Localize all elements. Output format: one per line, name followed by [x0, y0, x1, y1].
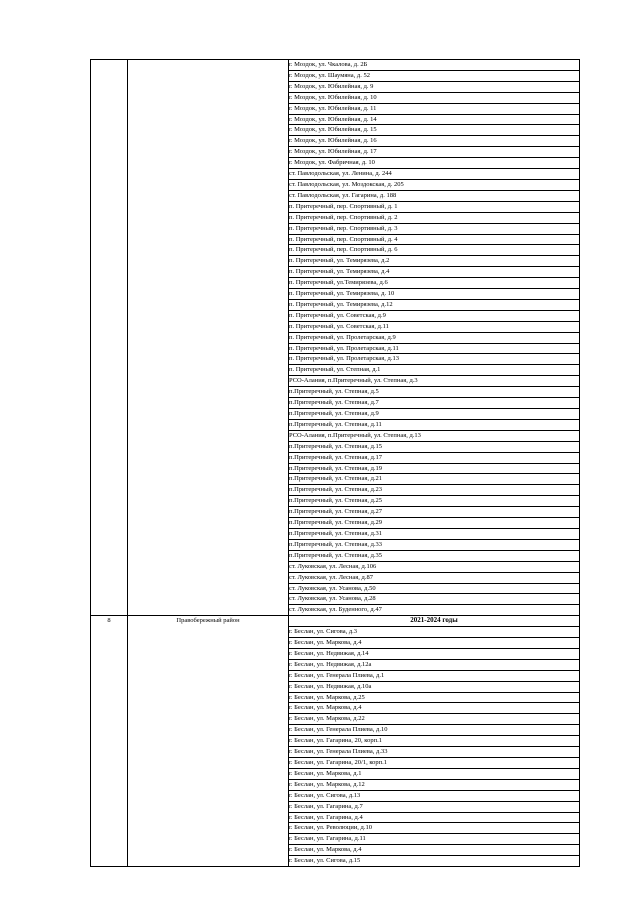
address-cell: г. Беслан, ул. Сигова, д.13: [289, 790, 580, 801]
address-cell: п. Притеречный, ул. Темирязева, д.2: [289, 256, 580, 267]
address-cell: ст. Павлодольская, ул. Гагарина, д. 188: [289, 190, 580, 201]
address-cell: г. Беслан, ул. Сигова, д.3: [289, 627, 580, 638]
address-cell: г. Моздок, ул. Юбилейная, д. 10: [289, 92, 580, 103]
address-cell: г. Беслан, ул. Маркова, д.4: [289, 845, 580, 856]
address-cell: г. Беслан, ул. Недвижая, д.12а: [289, 659, 580, 670]
address-cell: г. Беслан, ул. Маркова, д.12: [289, 779, 580, 790]
address-cell: п. Притеречный, ул. Советская, д.9: [289, 310, 580, 321]
address-cell: г. Беслан, ул. Гагарина, д.4: [289, 812, 580, 823]
table-row: [91, 60, 580, 71]
address-cell: РСО-Алания, п.Притеречный, ул. Степная, д.3: [289, 376, 580, 387]
address-cell: г. Беслан, ул. Генерала Плиева, д.10: [289, 725, 580, 736]
address-cell: п.Притеречный, ул. Степная, д.9: [289, 409, 580, 420]
address-cell: ст. Луковская, ул. Усанова, д.28: [289, 594, 580, 605]
address-cell: п. Притеречный, пер. Спортивный, д. 4: [289, 234, 580, 245]
address-cell: ст. Павлодольская, ул. Ленина, д. 244: [289, 169, 580, 180]
address-cell: п.Притеречный, ул. Степная, д.17: [289, 452, 580, 463]
address-cell: п. Притеречный, пер. Спортивный, д. 6: [289, 245, 580, 256]
district-name: [128, 60, 289, 616]
address-cell: п. Притеречный, ул. Темирязева, д.4: [289, 267, 580, 278]
row-number: [91, 60, 128, 616]
address-cell: п. Притеречный, ул. Пролетарская, д.9: [289, 332, 580, 343]
address-cell: п. Притеречный, ул. Пролетарская, д.11: [289, 343, 580, 354]
address-cell: ст. Луковская, ул. Буденного, д.47: [289, 605, 580, 616]
address-cell: п.Притеречный, ул. Степная, д.19: [289, 463, 580, 474]
address-cell: г. Моздок, ул. Юбилейная, д. 9: [289, 81, 580, 92]
address-cell: г. Беслан, ул. Гагарина, д.11: [289, 834, 580, 845]
address-cell: п.Притеречный, ул. Степная, д.31: [289, 528, 580, 539]
address-cell: г. Беслан, ул. Революции, д.10: [289, 823, 580, 834]
address-cell: г. Беслан, ул. Сигова, д.15: [289, 856, 580, 867]
address-cell: г. Моздок, ул. Юбилейная, д. 11: [289, 103, 580, 114]
address-cell: ст. Луковская, ул. Лесная, д.87: [289, 572, 580, 583]
section-mozdok: [91, 60, 580, 616]
address-cell: г. Моздок, ул. Юбилейная, д. 15: [289, 125, 580, 136]
address-cell: г. Моздок, ул. Юбилейная, д. 14: [289, 114, 580, 125]
period-heading: 2021-2024 годы: [289, 616, 580, 627]
address-cell: п.Притеречный, ул. Степная, д.29: [289, 518, 580, 529]
district-name: Правобережный район: [128, 616, 289, 867]
address-cell: п. Притеречный, ул.Темирязева, д.6: [289, 278, 580, 289]
address-cell: г. Беслан, ул. Генерала Плиева, д.33: [289, 747, 580, 758]
address-cell: г. Беслан, ул. Гагарина, д.7: [289, 801, 580, 812]
address-cell: п.Притеречный, ул. Степная, д.35: [289, 550, 580, 561]
address-cell: п. Притеречный, ул. Темирязева, д.12: [289, 299, 580, 310]
table-row: [91, 616, 580, 627]
address-cell: п.Притеречный, ул. Степная, д.27: [289, 507, 580, 518]
address-cell: п.Притеречный, ул. Степная, д.21: [289, 474, 580, 485]
address-cell: г. Беслан, ул. Недвижая, д.14: [289, 648, 580, 659]
section-pravoberezhny: [91, 616, 580, 867]
address-cell: г. Беслан, ул. Маркова, д.22: [289, 714, 580, 725]
address-table: [90, 59, 580, 867]
address-cell: г. Моздок, ул. Шаумяна, д. 52: [289, 70, 580, 81]
address-cell: п. Притеречный, ул. Советская, д.11: [289, 321, 580, 332]
address-cell: г. Беслан, ул. Гагарина, 20, корп.1: [289, 736, 580, 747]
address-cell: РСО-Алания, п.Притеречный, ул. Степная, д.13: [289, 430, 580, 441]
address-cell: г. Моздок, ул. Юбилейная, д. 17: [289, 147, 580, 158]
address-cell: п.Притеречный, ул. Степная, д.11: [289, 419, 580, 430]
address-cell: г. Беслан, ул. Генерала Плиева, д.1: [289, 670, 580, 681]
address-cell: п.Притеречный, ул. Степная, д.15: [289, 441, 580, 452]
address-cell: п.Притеречный, ул. Степная, д.5: [289, 387, 580, 398]
address-cell: г. Беслан, ул. Маркова, д.25: [289, 692, 580, 703]
address-cell: п. Притеречный, пер. Спортивный, д. 1: [289, 201, 580, 212]
address-cell: ст. Луковская, ул. Усанова, д.50: [289, 583, 580, 594]
address-cell: п.Притеречный, ул. Степная, д.23: [289, 485, 580, 496]
address-cell: г. Беслан, ул. Маркова, д.1: [289, 768, 580, 779]
row-number: 8: [91, 616, 128, 867]
address-cell: г. Моздок, ул. Фабричная, д. 10: [289, 158, 580, 169]
address-cell: п. Притеречный, ул. Пролетарская, д.13: [289, 354, 580, 365]
address-cell: г. Беслан, ул. Недвижая, д.10а: [289, 681, 580, 692]
address-cell: п. Притеречный, пер. Спортивный, д. 3: [289, 223, 580, 234]
address-cell: ст. Луковская, ул. Лесная, д.106: [289, 561, 580, 572]
address-cell: п. Притеречный, пер. Спортивный, д. 2: [289, 212, 580, 223]
address-cell: г. Беслан, ул. Маркова, д.4: [289, 638, 580, 649]
address-cell: п.Притеречный, ул. Степная, д.25: [289, 496, 580, 507]
address-cell: ст. Павлодольская, ул. Моздокская, д. 205: [289, 179, 580, 190]
address-cell: г. Моздок, ул. Юбилейная, д. 16: [289, 136, 580, 147]
address-cell: п. Притеречный, ул. Степная, д.1: [289, 365, 580, 376]
address-cell: п.Притеречный, ул. Степная, д.7: [289, 398, 580, 409]
address-cell: г. Беслан, ул. Маркова, д.4: [289, 703, 580, 714]
address-cell: г. Моздок, ул. Чкалова, д. 2Б: [289, 60, 580, 71]
address-cell: п. Притеречный, ул. Темирязева, д. 10: [289, 289, 580, 300]
address-cell: г. Беслан, ул. Гагарина, 20/1, корп.1: [289, 758, 580, 769]
address-cell: п.Притеречный, ул. Степная, д.33: [289, 539, 580, 550]
